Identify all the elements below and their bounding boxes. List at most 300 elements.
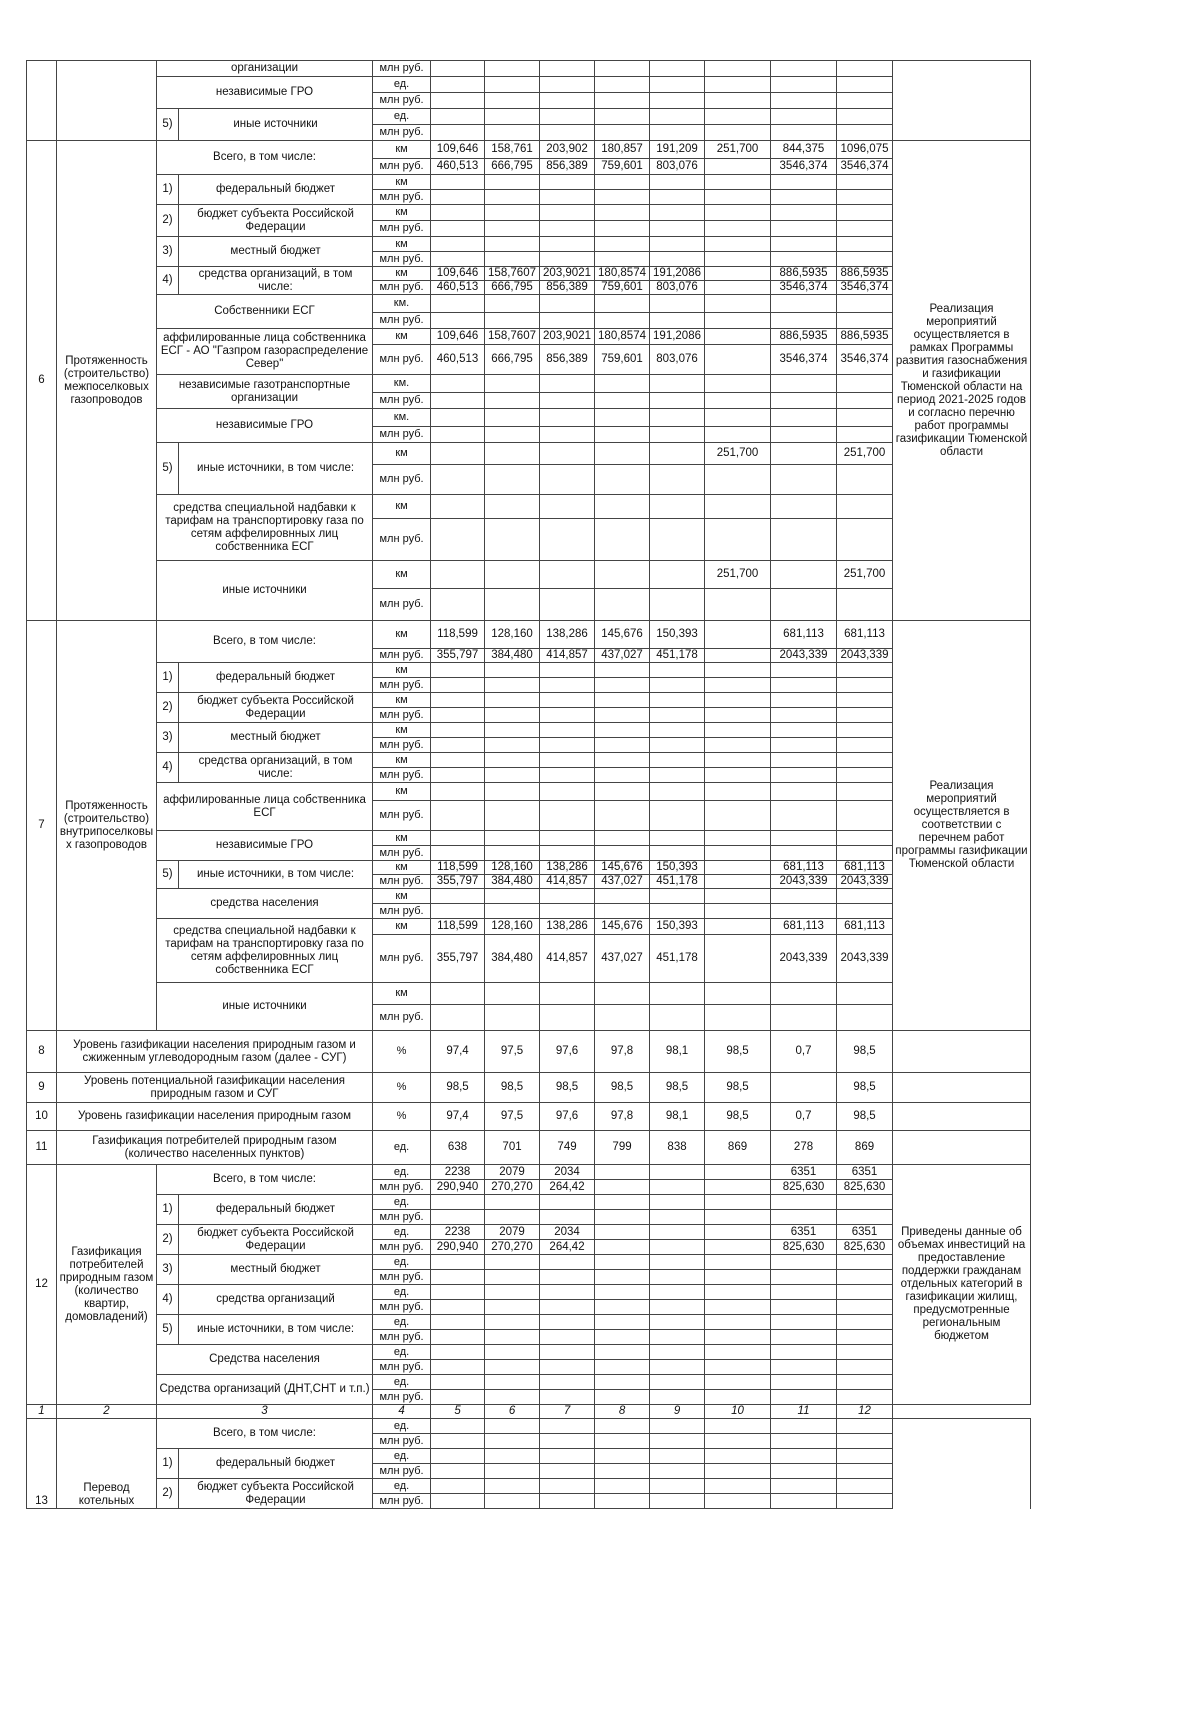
source-label: иные источники, в том числе:: [179, 443, 373, 495]
value-cell: [837, 589, 893, 621]
value-cell: 3546,374: [837, 345, 893, 375]
blank-cell: [1031, 621, 1110, 1031]
value-cell: [595, 783, 650, 801]
value-cell: [431, 1464, 485, 1479]
value-cell: [595, 801, 650, 831]
value-cell: 681,113: [771, 621, 837, 649]
value-cell: 270,270: [485, 1240, 540, 1255]
value-cell: [431, 983, 485, 1005]
value-cell: [595, 443, 650, 465]
value-cell: [650, 1479, 705, 1494]
value-cell: [650, 443, 705, 465]
value-cell: 0,7: [771, 1103, 837, 1131]
value-cell: [485, 175, 540, 190]
value-cell: [595, 693, 650, 708]
value-cell: 150,393: [650, 861, 705, 875]
value-cell: [771, 1330, 837, 1345]
value-cell: [431, 1434, 485, 1449]
source-label: Всего, в том числе:: [157, 1419, 373, 1449]
value-cell: [540, 783, 595, 801]
unit-cell: млн руб.: [373, 875, 431, 889]
value-cell: [650, 125, 705, 141]
value-cell: [540, 904, 595, 919]
value-cell: 799: [595, 1131, 650, 1165]
value-cell: 451,178: [650, 875, 705, 889]
unit-cell: км: [373, 175, 431, 190]
value-cell: 138,286: [540, 861, 595, 875]
value-cell: [650, 1494, 705, 1509]
value-cell: 138,286: [540, 919, 595, 935]
value-cell: 2034: [540, 1165, 595, 1180]
value-cell: [771, 1464, 837, 1479]
value-cell: [431, 1375, 485, 1390]
value-cell: [705, 649, 771, 663]
value-cell: [705, 495, 771, 519]
value-cell: [540, 1315, 595, 1330]
value-cell: [595, 375, 650, 393]
value-cell: [485, 753, 540, 768]
value-cell: [650, 561, 705, 589]
value-cell: [540, 708, 595, 723]
value-cell: [650, 1195, 705, 1210]
value-cell: [705, 252, 771, 267]
value-cell: [485, 93, 540, 109]
value-cell: [705, 1165, 771, 1180]
value-cell: [837, 252, 893, 267]
value-cell: [540, 409, 595, 427]
value-cell: [540, 77, 595, 93]
source-label: иные источники, в том числе:: [179, 861, 373, 889]
sub-number-cell: 2): [157, 1479, 179, 1509]
value-cell: [431, 443, 485, 465]
value-cell: [771, 393, 837, 409]
value-cell: [431, 1210, 485, 1225]
value-cell: [485, 313, 540, 329]
value-cell: [485, 723, 540, 738]
sub-number-cell: 1): [157, 1195, 179, 1225]
unit-cell: млн руб.: [373, 1434, 431, 1449]
unit-cell: млн руб.: [373, 738, 431, 753]
value-cell: 3546,374: [837, 159, 893, 175]
value-cell: [485, 465, 540, 495]
value-cell: [485, 1255, 540, 1270]
value-cell: [650, 1255, 705, 1270]
value-cell: [431, 708, 485, 723]
unit-cell: млн руб.: [373, 708, 431, 723]
value-cell: [540, 295, 595, 313]
value-cell: [431, 61, 485, 77]
value-cell: [705, 77, 771, 93]
value-cell: [540, 801, 595, 831]
value-cell: [650, 221, 705, 237]
value-cell: 838: [650, 1131, 705, 1165]
unit-cell: млн руб.: [373, 801, 431, 831]
value-cell: 251,700: [837, 443, 893, 465]
value-cell: 98,5: [540, 1073, 595, 1103]
value-cell: [595, 663, 650, 678]
source-label: средства организаций, в том числе:: [179, 267, 373, 295]
value-cell: [771, 221, 837, 237]
value-cell: [771, 801, 837, 831]
value-cell: [837, 205, 893, 221]
value-cell: [595, 904, 650, 919]
value-cell: [431, 723, 485, 738]
value-cell: 128,160: [485, 861, 540, 875]
row-number-cell: 7: [27, 621, 57, 1031]
value-cell: 666,795: [485, 345, 540, 375]
value-cell: [540, 1479, 595, 1494]
value-cell: [540, 1270, 595, 1285]
unit-cell: млн руб.: [373, 904, 431, 919]
value-cell: [595, 1449, 650, 1464]
value-cell: [595, 1225, 650, 1240]
value-cell: [705, 889, 771, 904]
value-cell: [837, 1195, 893, 1210]
source-label: федеральный бюджет: [179, 175, 373, 205]
value-cell: 191,2086: [650, 267, 705, 281]
value-cell: 384,480: [485, 875, 540, 889]
value-cell: [837, 678, 893, 693]
value-cell: [705, 295, 771, 313]
value-cell: 251,700: [705, 141, 771, 159]
value-cell: [705, 1005, 771, 1031]
value-cell: [705, 1345, 771, 1360]
value-cell: [485, 708, 540, 723]
table-row: [27, 1419, 1111, 1434]
value-cell: [650, 1210, 705, 1225]
value-cell: [595, 1270, 650, 1285]
value-cell: [650, 1449, 705, 1464]
value-cell: [650, 1300, 705, 1315]
value-cell: [540, 889, 595, 904]
source-label: местный бюджет: [179, 723, 373, 753]
value-cell: 2079: [485, 1165, 540, 1180]
value-cell: [485, 409, 540, 427]
value-cell: 290,940: [431, 1180, 485, 1195]
value-cell: [837, 465, 893, 495]
value-cell: [705, 678, 771, 693]
value-cell: [595, 1330, 650, 1345]
table-row: [27, 1165, 1111, 1180]
value-cell: [431, 519, 485, 561]
value-cell: [837, 831, 893, 846]
value-cell: [595, 1434, 650, 1449]
value-cell: [705, 109, 771, 125]
value-cell: 681,113: [771, 861, 837, 875]
value-cell: [595, 1345, 650, 1360]
value-cell: [485, 783, 540, 801]
value-cell: [485, 1449, 540, 1464]
value-cell: 886,5935: [771, 267, 837, 281]
value-cell: [595, 889, 650, 904]
unit-cell: км: [373, 141, 431, 159]
sub-number-cell: 2): [157, 693, 179, 723]
sub-number-cell: 2): [157, 205, 179, 237]
value-cell: 681,113: [771, 919, 837, 935]
value-cell: [705, 175, 771, 190]
value-cell: [650, 678, 705, 693]
value-cell: [837, 427, 893, 443]
value-cell: [540, 313, 595, 329]
value-cell: 2043,339: [837, 649, 893, 663]
source-label: средства организаций, в том числе:: [179, 753, 373, 783]
value-cell: 109,646: [431, 267, 485, 281]
value-cell: [431, 1390, 485, 1405]
value-cell: [771, 427, 837, 443]
value-cell: [595, 221, 650, 237]
value-cell: 759,601: [595, 345, 650, 375]
value-cell: [771, 1449, 837, 1464]
unit-cell: %: [373, 1103, 431, 1131]
unit-cell: ед.: [373, 1225, 431, 1240]
value-cell: [650, 1270, 705, 1285]
value-cell: [771, 1255, 837, 1270]
value-cell: [595, 738, 650, 753]
value-cell: [485, 1300, 540, 1315]
value-cell: [650, 77, 705, 93]
value-cell: [485, 1375, 540, 1390]
unit-cell: ед.: [373, 1375, 431, 1390]
value-cell: [650, 831, 705, 846]
unit-cell: ед.: [373, 1165, 431, 1180]
value-cell: [540, 443, 595, 465]
unit-cell: млн руб.: [373, 159, 431, 175]
value-cell: [705, 904, 771, 919]
value-cell: 98,1: [650, 1103, 705, 1131]
value-cell: [705, 1464, 771, 1479]
value-cell: [837, 393, 893, 409]
indicator-name-cell: Газификация потребителей природным газом (количество населенных пунктов): [57, 1131, 373, 1165]
value-cell: [837, 738, 893, 753]
column-number: 2: [57, 1405, 157, 1419]
value-cell: 3546,374: [837, 281, 893, 295]
value-cell: [540, 753, 595, 768]
value-cell: 825,630: [837, 1180, 893, 1195]
value-cell: [431, 205, 485, 221]
value-cell: 437,027: [595, 649, 650, 663]
value-cell: 180,8574: [595, 267, 650, 281]
value-cell: [705, 589, 771, 621]
value-cell: [485, 561, 540, 589]
value-cell: [595, 1005, 650, 1031]
value-cell: [540, 393, 595, 409]
unit-cell: км.: [373, 295, 431, 313]
source-label: средства населения: [157, 889, 373, 919]
value-cell: [650, 1330, 705, 1345]
value-cell: [650, 93, 705, 109]
column-number: 4: [373, 1405, 431, 1419]
source-label: бюджет субъекта Российской Федерации: [179, 1479, 373, 1509]
note-cell: [893, 1131, 1031, 1165]
value-cell: [771, 375, 837, 393]
value-cell: [837, 1360, 893, 1375]
unit-cell: ед.: [373, 1285, 431, 1300]
value-cell: [540, 109, 595, 125]
sub-number-cell: 5): [157, 861, 179, 889]
value-cell: 414,857: [540, 875, 595, 889]
value-cell: 2238: [431, 1165, 485, 1180]
value-cell: [595, 205, 650, 221]
unit-cell: км: [373, 983, 431, 1005]
value-cell: [705, 738, 771, 753]
value-cell: [771, 708, 837, 723]
value-cell: [540, 1449, 595, 1464]
value-cell: 2043,339: [771, 935, 837, 983]
value-cell: [705, 1375, 771, 1390]
value-cell: [705, 1270, 771, 1285]
value-cell: [485, 237, 540, 252]
value-cell: [650, 1285, 705, 1300]
unit-cell: км: [373, 919, 431, 935]
value-cell: 3546,374: [771, 159, 837, 175]
value-cell: [705, 1360, 771, 1375]
value-cell: 109,646: [431, 141, 485, 159]
row-number-cell: 12: [27, 1165, 57, 1405]
value-cell: [595, 768, 650, 783]
value-cell: [705, 93, 771, 109]
value-cell: 384,480: [485, 935, 540, 983]
value-cell: 97,5: [485, 1103, 540, 1131]
note-cell: Реализация мероприятий осуществляется в соответствии с перечнем работ программы газификации Тюменской области: [893, 621, 1031, 1031]
value-cell: [650, 375, 705, 393]
sub-number-cell: 3): [157, 723, 179, 753]
value-cell: [485, 1345, 540, 1360]
column-number: 8: [595, 1405, 650, 1419]
value-cell: [650, 846, 705, 861]
value-cell: [705, 281, 771, 295]
unit-cell: млн руб.: [373, 281, 431, 295]
value-cell: [485, 904, 540, 919]
source-label: независимые газотранспортные организации: [157, 375, 373, 409]
table-row: [27, 1103, 1111, 1131]
value-cell: 886,5935: [837, 329, 893, 345]
value-cell: [595, 1419, 650, 1434]
value-cell: [485, 846, 540, 861]
value-cell: 145,676: [595, 919, 650, 935]
unit-cell: км: [373, 495, 431, 519]
value-cell: [771, 409, 837, 427]
value-cell: [837, 983, 893, 1005]
value-cell: [595, 589, 650, 621]
value-cell: [771, 190, 837, 205]
value-cell: [485, 1494, 540, 1509]
value-cell: [485, 495, 540, 519]
value-cell: [837, 723, 893, 738]
value-cell: 759,601: [595, 281, 650, 295]
value-cell: [431, 252, 485, 267]
unit-cell: ед.: [373, 109, 431, 125]
value-cell: [595, 1479, 650, 1494]
value-cell: [431, 1005, 485, 1031]
value-cell: 138,286: [540, 621, 595, 649]
row-number-cell: 11: [27, 1131, 57, 1165]
row-number-cell: 6: [27, 141, 57, 621]
value-cell: [595, 109, 650, 125]
value-cell: [705, 237, 771, 252]
unit-cell: км.: [373, 375, 431, 393]
value-cell: [705, 663, 771, 678]
value-cell: [837, 1210, 893, 1225]
unit-cell: км: [373, 753, 431, 768]
sub-number-cell: 4): [157, 267, 179, 295]
value-cell: [837, 61, 893, 77]
value-cell: [595, 393, 650, 409]
value-cell: [595, 1210, 650, 1225]
column-number: 1: [27, 1405, 57, 1419]
value-cell: [771, 904, 837, 919]
source-label: федеральный бюджет: [179, 1195, 373, 1225]
value-cell: [837, 801, 893, 831]
value-cell: [705, 267, 771, 281]
source-label: Средства организаций (ДНТ,СНТ и т.п.): [157, 1375, 373, 1405]
source-label: Всего, в том числе:: [157, 621, 373, 663]
value-cell: 98,5: [650, 1073, 705, 1103]
value-cell: [650, 1434, 705, 1449]
value-cell: [540, 1434, 595, 1449]
unit-cell: км: [373, 861, 431, 875]
value-cell: [771, 1479, 837, 1494]
value-cell: [705, 1300, 771, 1315]
value-cell: [431, 1285, 485, 1300]
value-cell: 97,6: [540, 1031, 595, 1073]
table-row: [27, 1405, 1111, 1419]
source-label: местный бюджет: [179, 237, 373, 267]
unit-cell: млн руб.: [373, 519, 431, 561]
value-cell: [705, 393, 771, 409]
value-cell: 701: [485, 1131, 540, 1165]
value-cell: 856,389: [540, 281, 595, 295]
value-cell: 158,7607: [485, 267, 540, 281]
value-cell: [540, 589, 595, 621]
value-cell: [771, 663, 837, 678]
value-cell: [837, 889, 893, 904]
value-cell: [595, 125, 650, 141]
value-cell: [650, 589, 705, 621]
value-cell: [705, 831, 771, 846]
column-number: 9: [650, 1405, 705, 1419]
value-cell: [540, 375, 595, 393]
value-cell: 278: [771, 1131, 837, 1165]
source-label: Средства населения: [157, 1345, 373, 1375]
value-cell: [771, 1375, 837, 1390]
value-cell: 460,513: [431, 281, 485, 295]
value-cell: [650, 495, 705, 519]
value-cell: [705, 1240, 771, 1255]
value-cell: 856,389: [540, 159, 595, 175]
table-row: [27, 1073, 1111, 1103]
value-cell: 856,389: [540, 345, 595, 375]
value-cell: [431, 561, 485, 589]
value-cell: [595, 1360, 650, 1375]
value-cell: [431, 1315, 485, 1330]
value-cell: [485, 663, 540, 678]
source-label: независимые ГРО: [157, 831, 373, 861]
value-cell: [650, 983, 705, 1005]
value-cell: [431, 738, 485, 753]
value-cell: 128,160: [485, 919, 540, 935]
value-cell: [650, 1005, 705, 1031]
value-cell: [540, 175, 595, 190]
value-cell: [595, 1390, 650, 1405]
value-cell: [771, 723, 837, 738]
value-cell: [705, 313, 771, 329]
value-cell: 203,9021: [540, 267, 595, 281]
value-cell: [431, 904, 485, 919]
value-cell: [650, 753, 705, 768]
source-label: иные источники, в том числе:: [179, 1315, 373, 1345]
sub-number-cell: 2): [157, 1225, 179, 1255]
value-cell: [540, 693, 595, 708]
